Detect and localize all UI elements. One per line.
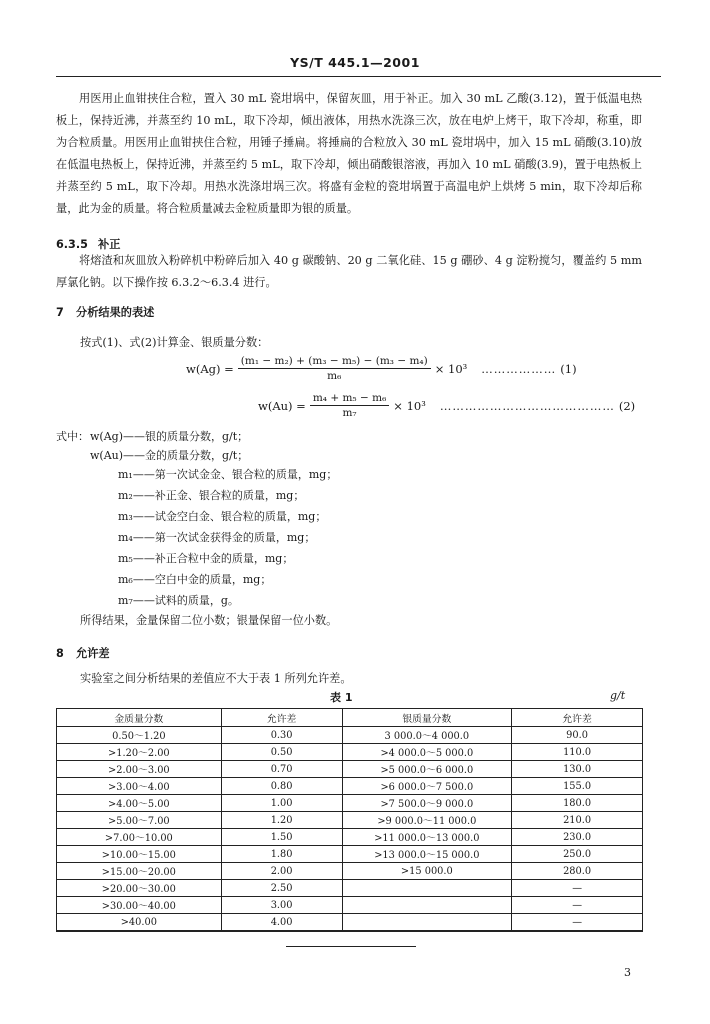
definition-desc: ——补正合粒中金的质量，mg； [132,552,294,565]
table-cell: 2.00 [221,863,342,880]
formula-1-fraction [238,355,431,382]
definition-symbol: w(Ag) [90,430,123,443]
table-cell [342,897,512,914]
formula-1 [186,355,577,382]
table-row [57,897,643,914]
table-cell: >40.00 [57,914,222,932]
table-row [57,778,643,795]
formula-1-lhs: w(Ag) = [186,361,234,376]
definition-symbol: w(Au) [90,449,124,462]
table-cell: >6 000.0～7 500.0 [342,778,512,795]
table-cell: >5 000.0～6 000.0 [342,761,512,778]
header-gold-tolerance: 允许差 [221,709,342,727]
table-cell: 0.80 [221,778,342,795]
table-cell: 1.50 [221,829,342,846]
definition-item [118,487,304,503]
table-cell: 155.0 [512,778,643,795]
definition-item [118,508,326,524]
table-cell: — [512,897,643,914]
table-cell: 4.00 [221,914,342,932]
footer-divider [286,946,416,947]
table-cell: >11 000.0～13 000.0 [342,829,512,846]
table-cell: — [512,914,643,932]
formula-intro: 按式(1)、式(2)计算金、银质量分数： [80,336,269,349]
table-cell: >9 000.0～11 000.0 [342,812,512,829]
definition-item [118,466,337,482]
definition-symbol: m₆ [118,573,133,586]
table-cell: >4 000.0～5 000.0 [342,744,512,761]
table-cell: >2.00～3.00 [57,761,222,778]
table-cell: 0.30 [221,727,342,744]
definition-symbol: m₅ [118,552,133,565]
table-header-row [57,709,643,727]
table-cell: >10.00～15.00 [57,846,222,863]
header-silver-tolerance: 允许差 [512,709,643,727]
table-cell: >7 500.0～9 000.0 [342,795,512,812]
section-number: 6.3.5 [56,238,88,251]
table-cell: — [512,880,643,897]
table-cell: >3.00～4.00 [57,778,222,795]
table-cell: >1.20～2.00 [57,744,222,761]
table-row [57,914,643,932]
definition-symbol: m₃ [118,510,133,523]
table-cell: 0.70 [221,761,342,778]
table-row [57,795,643,812]
table-cell: >30.00～40.00 [57,897,222,914]
definition-desc: ——银的质量分数，g/t； [122,430,249,443]
table-cell: >7.00～10.00 [57,829,222,846]
table-row [57,846,643,863]
definition-item [118,592,239,608]
formula-2-fraction [310,392,389,419]
formula-2-numerator: m₄ + m₅ − m₆ [310,392,389,406]
table-cell: 180.0 [512,795,643,812]
table-row [57,829,643,846]
table-row [57,812,643,829]
table-cell: 0.50～1.20 [57,727,222,744]
table-cell: 2.50 [221,880,342,897]
definition-desc: ——第一次试金获得金的质量，mg； [132,531,316,544]
table-cell: >5.00～7.00 [57,812,222,829]
definition-item [90,428,248,444]
section-number: 8 [56,647,64,660]
table-cell: >13 000.0～15 000.0 [342,846,512,863]
definition-symbol: m₂ [118,489,133,502]
section-7-heading [56,304,154,320]
definition-desc: ——第一次试金金、银合粒的质量，mg； [132,468,338,481]
definition-desc: ——试金空白金、银合粒的质量，mg； [132,510,327,523]
where-label: 式中： [56,430,89,443]
section-number: 7 [56,306,64,319]
formula-2-leader: …………………………………… [439,398,615,413]
table-cell: 130.0 [512,761,643,778]
definition-item [118,571,271,587]
definition-item [118,550,293,566]
formula-2-factor: × 10³ [393,398,426,413]
table-row [57,744,643,761]
table-row [57,863,643,880]
page-number: 3 [624,966,631,979]
table-cell: 110.0 [512,744,643,761]
table-cell [342,914,512,932]
table-unit: g/t [610,689,626,702]
definition-symbol: m₄ [118,531,133,544]
table-cell: >15 000.0 [342,863,512,880]
formula-1-numerator: (m₁ − m₂) + (m₃ − m₅) − (m₃ − m₄) [238,355,431,369]
definition-symbol: m₇ [118,594,133,607]
section-title: 允许差 [76,647,110,660]
definition-desc: ——试料的质量，g。 [132,594,239,607]
table-cell: 0.50 [221,744,342,761]
formula-1-factor: × 10³ [434,361,468,376]
section-title: 补正 [98,238,121,251]
table-row [57,880,643,897]
table-cell: 250.0 [512,846,643,863]
table-cell: >4.00～5.00 [57,795,222,812]
rounding-rule: 所得结果，金量保留二位小数；银量保留一位小数。 [80,614,338,627]
table-caption: 表 1 [330,691,353,704]
table-row [57,761,643,778]
formula-1-leader: ……………… [481,361,557,376]
table-cell: 280.0 [512,863,643,880]
definition-desc: ——空白中金的质量，mg； [132,573,272,586]
definition-item [90,447,248,463]
definition-desc: ——金的质量分数，g/t； [123,449,249,462]
header-silver-fraction: 银质量分数 [342,709,512,727]
table-cell: >15.00～20.00 [57,863,222,880]
section-8-heading [56,645,110,661]
section-6-3-5-text: 将熔渣和灰皿放入粉碎机中粉碎后加入 40 g 碳酸钠、20 g 二氧化硅、15 g 硼砂、4 g 淀粉搅匀，覆盖约 5 mm 厚氯化钠。以下操作按 6.3.2～6.3.4 进行。 [56,254,642,289]
definition-desc: ——补正金、银合粒的质量，mg； [132,489,305,502]
section-title: 分析结果的表述 [76,306,155,319]
table-cell [342,880,512,897]
formula-1-denominator: m₆ [327,370,342,382]
table-cell: 90.0 [512,727,643,744]
table-cell: 3 000.0～4 000.0 [342,727,512,744]
table-cell: 230.0 [512,829,643,846]
table-row [57,727,643,744]
table-cell: 1.00 [221,795,342,812]
formula-2 [258,392,635,419]
intro-paragraph: 用医用止血钳挟住合粒，置入 30 mL 瓷坩埚中，保留灰皿，用于补正。加入 30 mL 乙酸(3.12)，置于低温电热板上，保持近沸，并蒸至约 10 mL，取下冷却，倾出液体，用热水洗涤三次，放在电炉上烤干，取下冷却，称重，即为合粒质量。用医用止血钳挟住合粒，用锤子捶扁。将捶扁的合粒放入 30 mL 瓷坩埚中，加入 15 mL 硝酸(3.10)放在低温电热板上，保持近沸，并蒸至约 5 mL，取下冷却，倾出硝酸银溶液，再加入 10 mL 硝酸(3.9)，置于电热板上并蒸至约 5 mL，取下冷却。用热水洗涤坩埚三次。将盛有金粒的瓷坩埚置于高温电炉上烘烤 5 min，取下冷却后称量，此为金的质量。将合粒质量减去金粒质量即为银的质量。 [56,92,642,215]
table-cell: >20.00～30.00 [57,880,222,897]
section-8-text: 实验室之间分析结果的差值应不大于表 1 所列允许差。 [80,672,352,685]
formula-2-number: (2) [618,398,636,413]
formula-2-lhs: w(Au) = [258,398,306,413]
definition-symbol: m₁ [118,468,133,481]
header-gold-fraction: 金质量分数 [57,709,222,727]
table-cell: 1.80 [221,846,342,863]
table-cell: 3.00 [221,897,342,914]
formula-2-denominator: m₇ [342,407,357,419]
table-cell: 1.20 [221,812,342,829]
tolerance-table [56,708,643,932]
standard-number-header: YS/T 445.1—2001 [290,55,420,70]
formula-1-number: (1) [560,361,577,376]
definition-item [118,529,315,545]
header-divider [56,76,661,77]
table-cell: 210.0 [512,812,643,829]
